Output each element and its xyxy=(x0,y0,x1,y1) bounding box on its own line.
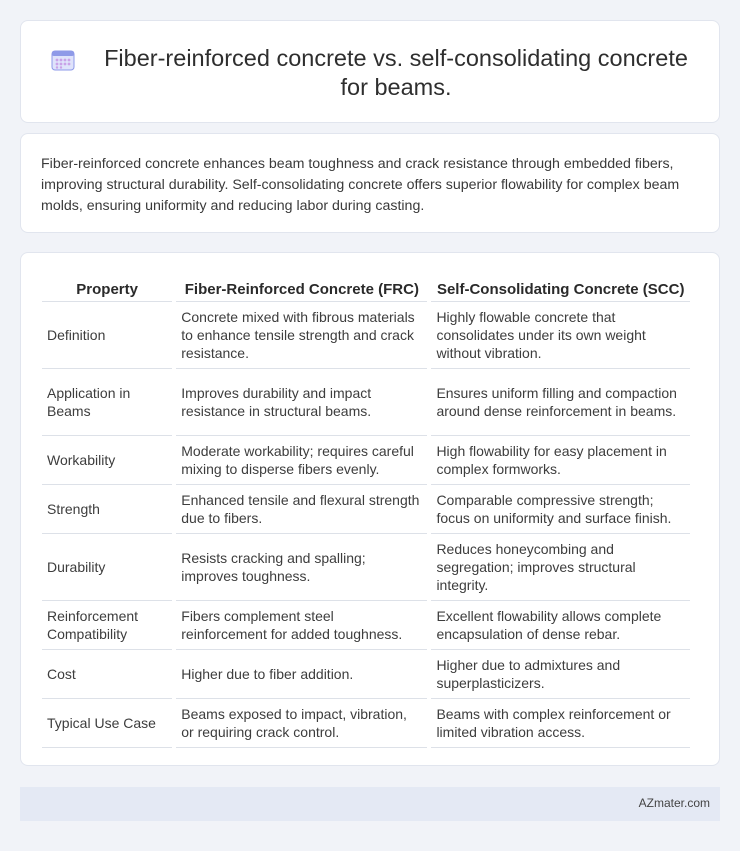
row-property: Workability xyxy=(42,436,172,485)
title-card xyxy=(20,20,720,123)
row-scc-value: Beams with complex reinforcement or limited vibration access. xyxy=(431,699,690,748)
page-title: Fiber-reinforced concrete vs. self-consolidating concrete for beams. xyxy=(104,45,688,100)
table-row xyxy=(42,302,690,369)
row-frc-value: Beams exposed to impact, vibration, or requiring crack control. xyxy=(176,699,427,748)
row-property: Cost xyxy=(42,650,172,699)
row-property: Definition xyxy=(42,302,172,369)
row-property: Typical Use Case xyxy=(42,699,172,748)
table-header-row xyxy=(42,274,690,302)
table-row xyxy=(42,534,690,601)
intro-card xyxy=(20,133,720,233)
intro-paragraph: Fiber-reinforced concrete enhances beam toughness and crack resistance through embedded fibers, improving structural durability. Self-consolidating concrete offers superior flowability for complex beam molds, ensuring uniformity and reducing labor during casting. xyxy=(41,156,680,214)
table-row xyxy=(42,436,690,485)
table-row xyxy=(42,485,690,534)
row-frc-value: Enhanced tensile and flexural strength due to fibers. xyxy=(176,485,427,534)
row-scc-value: High flowability for easy placement in complex formworks. xyxy=(431,436,690,485)
header-property: Property xyxy=(42,274,172,302)
comparison-table xyxy=(38,274,694,748)
table-row xyxy=(42,699,690,748)
footer-brand: AZmater.com xyxy=(638,796,710,810)
row-property: Strength xyxy=(42,485,172,534)
row-property: Application in Beams xyxy=(42,369,172,436)
row-frc-value: Resists cracking and spalling; improves toughness. xyxy=(176,534,427,601)
table-row xyxy=(42,650,690,699)
header-scc: Self-Consolidating Concrete (SCC) xyxy=(431,274,690,302)
footer-bar xyxy=(20,787,720,821)
row-scc-value: Highly flowable concrete that consolidates under its own weight without vibration. xyxy=(431,302,690,369)
row-frc-value: Higher due to fiber addition. xyxy=(176,650,427,699)
row-frc-value: Improves durability and impact resistance in structural beams. xyxy=(176,369,427,436)
table-row xyxy=(42,369,690,436)
row-property: Durability xyxy=(42,534,172,601)
row-frc-value: Concrete mixed with fibrous materials to enhance tensile strength and crack resistance. xyxy=(176,302,427,369)
row-scc-value: Ensures uniform filling and compaction around dense reinforcement in beams. xyxy=(431,369,690,436)
row-scc-value: Reduces honeycombing and segregation; improves structural integrity. xyxy=(431,534,690,601)
row-scc-value: Excellent flowability allows complete encapsulation of dense rebar. xyxy=(431,601,690,650)
table-row xyxy=(42,601,690,650)
header-frc: Fiber-Reinforced Concrete (FRC) xyxy=(176,274,427,302)
row-scc-value: Comparable compressive strength; focus on uniformity and surface finish. xyxy=(431,485,690,534)
calendar-icon xyxy=(51,49,75,71)
row-frc-value: Fibers complement steel reinforcement for added toughness. xyxy=(176,601,427,650)
row-frc-value: Moderate workability; requires careful mixing to disperse fibers evenly. xyxy=(176,436,427,485)
row-property: Reinforcement Compatibility xyxy=(42,601,172,650)
row-scc-value: Higher due to admixtures and superplasticizers. xyxy=(431,650,690,699)
comparison-card xyxy=(20,252,720,766)
